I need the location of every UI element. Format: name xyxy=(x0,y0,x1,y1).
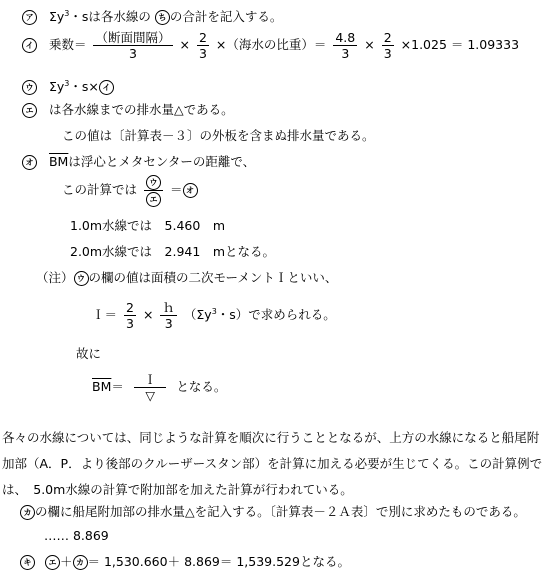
marker-e: エ xyxy=(45,555,60,570)
sup: 3 xyxy=(64,9,70,18)
line-5 xyxy=(62,128,375,144)
line-2 xyxy=(22,30,519,61)
marker-ki: キ xyxy=(20,555,35,570)
line10-text: の欄の値は面積の二次モーメントＩといい、 xyxy=(88,270,338,285)
line11-tail-a: （Σy xyxy=(183,307,212,322)
marker-e: エ xyxy=(146,192,161,207)
frac-num xyxy=(144,174,163,191)
marker-chi: ち xyxy=(155,10,170,25)
para-text: 各々の水線については、同じような計算を順次に行うこととなるが、上方の水線になると船尾附 xyxy=(2,430,540,445)
times: × xyxy=(364,37,375,52)
marker-e: エ xyxy=(22,103,37,118)
line4-text: は各水線までの排水量△である。 xyxy=(48,102,234,117)
line1-tail: の合計を記入する。 xyxy=(169,9,283,25)
times: × xyxy=(142,307,154,322)
line-9 xyxy=(70,244,275,260)
frac-num: 2 xyxy=(126,300,134,315)
para-text: 加部（A．P．より後部のクルーザースタン部）を計算に加える必要が生じてくる。この計算例で xyxy=(2,456,543,471)
fraction xyxy=(382,30,394,61)
para-text: は、 5.0m水線の計算で附加部を加えた計算が行われている。 xyxy=(2,482,353,497)
para-line-3 xyxy=(2,482,353,498)
sup: 3 xyxy=(211,306,217,316)
frac-num: （断面間隔） xyxy=(95,30,171,45)
line3-rest: ・s× xyxy=(69,79,99,95)
line-13 xyxy=(92,372,226,403)
line-19 xyxy=(20,554,350,570)
line9-text: 2.0m水線では 2.941 mとなる。 xyxy=(70,244,276,259)
line11-lhs: Ｉ＝ xyxy=(92,307,118,322)
fraction xyxy=(333,30,357,61)
marker-i: イ xyxy=(99,80,114,95)
marker-o: オ xyxy=(22,155,37,170)
line-18 xyxy=(44,528,109,544)
line8-text: 1.0m水線では 5.460 m xyxy=(70,218,226,233)
line-6 xyxy=(22,154,255,170)
frac-num: 2 xyxy=(198,30,207,45)
frac-num: 4.8 xyxy=(335,30,356,45)
line3-sum: Σy xyxy=(48,79,65,95)
note-prefix: （注） xyxy=(36,270,74,285)
bm-symbol: $\overline{BM}$ xyxy=(48,154,69,169)
frac-den xyxy=(144,191,163,207)
line2-label: 乗数＝ xyxy=(48,37,87,52)
fraction xyxy=(160,300,177,331)
frac-num: Ｉ xyxy=(134,372,167,388)
equals: ＝ xyxy=(169,182,183,197)
line19-tail: ＝ 1,530.660＋ 8.869＝ 1,539.529となる。 xyxy=(87,554,350,569)
line-12 xyxy=(76,346,101,362)
fraction xyxy=(197,30,209,61)
frac-den: 3 xyxy=(383,46,392,61)
line-7 xyxy=(62,174,198,207)
marker-o: オ xyxy=(183,183,198,198)
line-4 xyxy=(22,102,234,118)
line2-mid: ×（海水の比重）＝ xyxy=(215,37,327,52)
frac-num: 2 xyxy=(383,30,392,45)
line2-tail: ×1.025 ＝ 1.09333 xyxy=(400,37,520,52)
fraction xyxy=(93,30,172,61)
marker-u: ウ xyxy=(22,80,37,95)
line5-text: この値は〔計算表－３〕の外板を含まぬ排水量である。 xyxy=(62,128,375,143)
para-line-1 xyxy=(2,430,539,446)
frac-den: 3 xyxy=(341,46,350,61)
frac-den: 3 xyxy=(129,46,137,61)
line1-rest: ・sは各水線の xyxy=(69,9,151,25)
line6-text: は浮心とメタセンターの距離で、 xyxy=(68,154,256,169)
bm-symbol: $\overline{BM}$ xyxy=(92,379,112,394)
sup: 3 xyxy=(64,79,70,88)
line-8 xyxy=(70,218,225,234)
line-3 xyxy=(22,76,114,95)
plus: ＋ xyxy=(59,554,73,569)
frac-den: 3 xyxy=(164,316,173,331)
line-17 xyxy=(20,504,526,520)
marker-i: イ xyxy=(22,38,37,53)
line13-tail: となる。 xyxy=(176,379,227,394)
frac-den: 3 xyxy=(198,46,207,61)
fraction xyxy=(144,174,163,207)
fraction xyxy=(134,372,167,403)
frac-den: ▽ xyxy=(145,388,155,403)
marker-a: ア xyxy=(22,10,37,25)
line17-text: の欄に船尾附加部の排水量△を記入する。〔計算表－２Ａ表〕で別に求めたものである。 xyxy=(35,504,526,519)
line12-text: 故に xyxy=(76,346,102,361)
marker-u: ウ xyxy=(74,271,89,286)
frac-num: ｈ xyxy=(162,300,175,315)
line-10 xyxy=(36,270,337,286)
line-11 xyxy=(92,300,336,331)
equals: ＝ xyxy=(111,379,124,394)
para-line-2 xyxy=(2,456,542,472)
line11-tail-b: ・s）で求められる。 xyxy=(216,307,336,322)
marker-ka: カ xyxy=(73,555,88,570)
times: × xyxy=(179,37,190,52)
line7-prefix: この計算では xyxy=(62,182,138,197)
marker-u: ウ xyxy=(146,175,161,190)
frac-den: 3 xyxy=(126,316,134,331)
line1-sum: Σy xyxy=(48,9,65,25)
line-1 xyxy=(22,6,282,25)
marker-ka: カ xyxy=(20,505,35,520)
line18-text: …… 8.869 xyxy=(44,528,109,543)
fraction xyxy=(124,300,136,331)
